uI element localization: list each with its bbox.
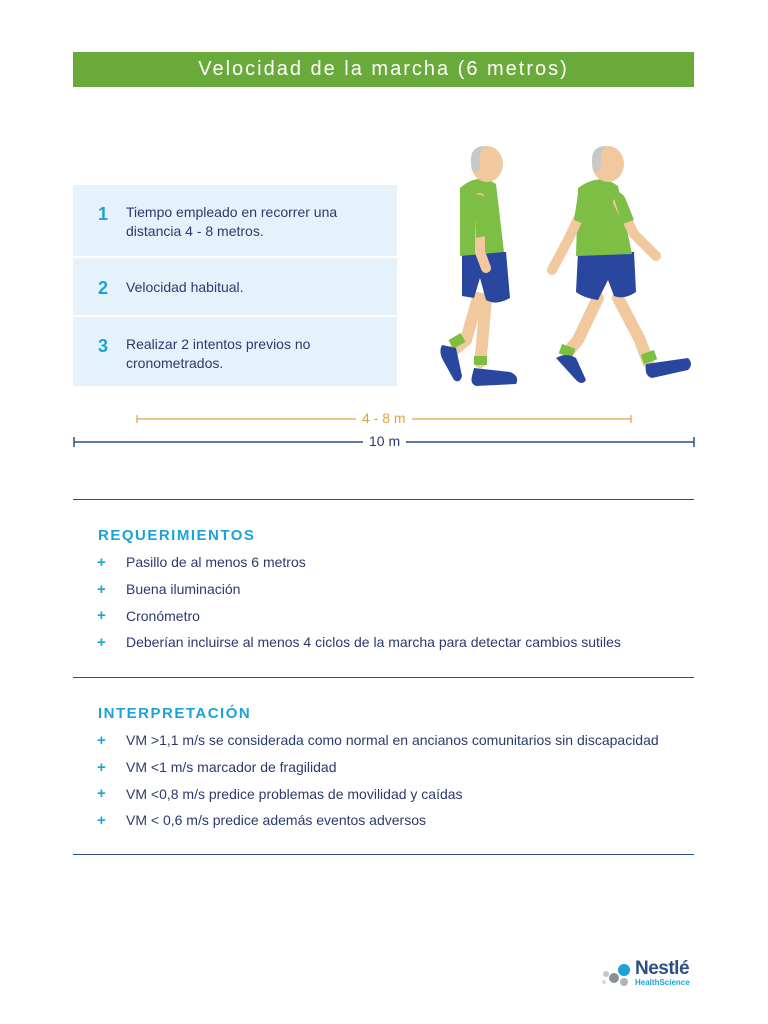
walker-figure-right [552,146,691,383]
list-item-text: Pasillo de al menos 6 metros [126,554,306,571]
step-number: 2 [98,278,109,298]
list-item [97,807,659,834]
walking-elderly-illustration [430,140,700,395]
plus-icon: + [97,785,106,803]
plus-icon: + [97,633,106,651]
logo-brand: Nestlé [635,958,690,979]
list-item-text: Buena iluminación [126,581,241,598]
plus-icon: + [97,731,106,749]
steps-list [73,185,397,388]
step-text: Tiempo empleado en recorrer una distancia 4 - 8 metros. [126,204,338,239]
step-text: Velocidad habitual. [126,279,244,295]
nestle-logo [600,958,700,990]
step-number: 1 [98,204,109,224]
inner-distance-label: 4 - 8 m [356,410,412,426]
plus-icon: + [97,758,106,776]
list-item [97,576,621,603]
outer-distance-label: 10 m [363,433,406,449]
title-bar [73,52,694,87]
divider [73,854,694,855]
requerimientos-list [97,549,621,656]
interpretacion-heading: INTERPRETACIÓN [98,705,252,722]
requerimientos-heading: REQUERIMIENTOS [98,527,256,544]
logo-subtitle: HealthScience [635,978,690,987]
walker-figure-left [440,146,517,386]
list-item [97,780,659,807]
step-item-2 [73,258,397,315]
list-item-text: VM <0,8 m/s predice problemas de movilidad y caídas [126,785,463,802]
logo-mark-icon [600,960,634,990]
plus-icon: + [97,607,106,625]
list-item-text: VM >1,1 m/s se considerada como normal en ancianos comunitarios sin discapacidad [126,732,659,749]
list-item-text: VM <1 m/s marcador de fragilidad [126,759,337,776]
plus-icon: + [97,811,106,829]
list-item-text: Deberían incluirse al menos 4 ciclos de la marcha para detectar cambios sutiles [126,634,621,651]
list-item [97,549,621,576]
plus-icon: + [97,553,106,571]
page-title: Velocidad de la marcha (6 metros) [198,58,569,80]
step-number: 3 [98,336,109,356]
list-item-text: Cronómetro [126,607,200,624]
list-item [97,629,621,656]
interpretacion-list [97,727,659,834]
step-text: Realizar 2 intentos previos no cronometrados. [126,336,311,371]
step-item-3 [73,317,397,386]
step-item-1 [73,185,397,256]
list-item [97,602,621,629]
list-item [97,727,659,754]
plus-icon: + [97,580,106,598]
list-item-text: VM < 0,6 m/s predice además eventos adversos [126,812,426,829]
divider [73,499,694,500]
divider [73,677,694,678]
list-item [97,754,659,781]
